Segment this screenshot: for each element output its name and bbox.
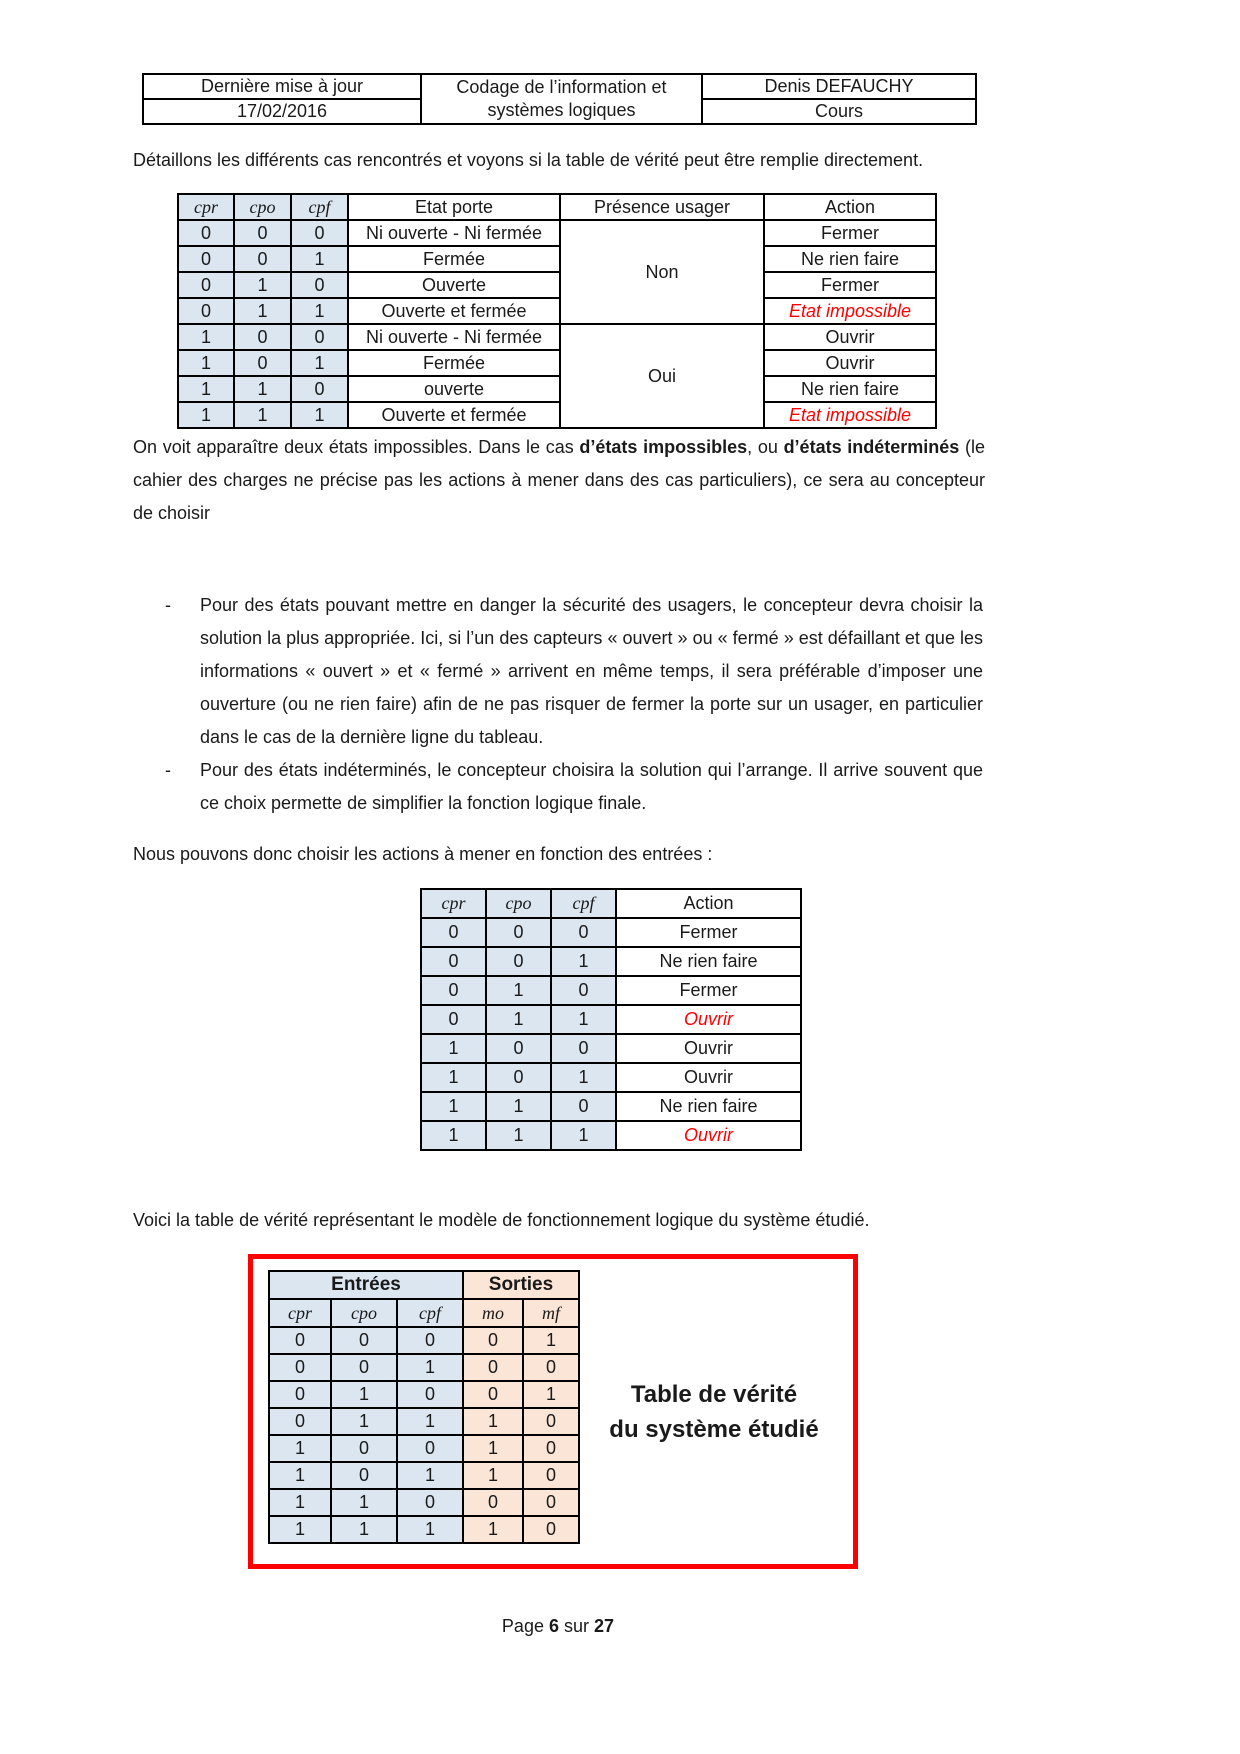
list-item	[133, 589, 983, 754]
table-header-row	[421, 889, 801, 918]
cell-cpf: 1	[291, 246, 348, 272]
cell-cpf: 0	[291, 324, 348, 350]
cell-mo: 1	[463, 1462, 523, 1489]
presence-non-cell: Non	[560, 220, 764, 324]
cell-cpf: 0	[397, 1327, 463, 1354]
cell-cpf: 0	[397, 1435, 463, 1462]
table-row	[178, 376, 936, 402]
cell-action-choisie: Ouvrir	[616, 1121, 801, 1150]
col-header-mo: mo	[463, 1299, 523, 1327]
cell-cpr: 0	[421, 918, 486, 947]
cell-cpr: 0	[178, 272, 234, 298]
header-last-update-label: Dernière mise à jour	[143, 74, 421, 99]
cell-cpf: 0	[551, 918, 616, 947]
cell-etat: Ouverte et fermée	[348, 298, 560, 324]
header-doc-type: Cours	[702, 99, 976, 124]
cell-action: Ouvrir	[616, 1034, 801, 1063]
cell-cpf: 1	[397, 1408, 463, 1435]
table-header-row	[178, 194, 936, 220]
cell-mo: 1	[463, 1408, 523, 1435]
col-header-presence-usager: Présence usager	[560, 194, 764, 220]
cell-mo: 1	[463, 1435, 523, 1462]
cell-cpo: 1	[331, 1381, 397, 1408]
cell-cpr: 0	[178, 220, 234, 246]
cell-cpf: 1	[551, 1121, 616, 1150]
table-row	[421, 1034, 801, 1063]
cell-mf: 0	[523, 1354, 579, 1381]
cell-cpr: 0	[421, 947, 486, 976]
cell-mf: 1	[523, 1327, 579, 1354]
col-header-cpo: cpo	[331, 1299, 397, 1327]
col-header-etat-porte: Etat porte	[348, 194, 560, 220]
bold-run-etats-indetermines: d’états indéterminés	[783, 437, 960, 457]
table-row	[269, 1381, 579, 1408]
cell-cpo: 0	[234, 246, 291, 272]
footer-total-pages: 27	[594, 1616, 615, 1636]
table-row	[421, 918, 801, 947]
group-header-sorties: Sorties	[463, 1271, 579, 1299]
cell-cpr: 1	[421, 1092, 486, 1121]
cell-action: Ne rien faire	[616, 947, 801, 976]
cell-cpr: 1	[178, 350, 234, 376]
cell-mo: 0	[463, 1354, 523, 1381]
cell-mf: 0	[523, 1489, 579, 1516]
bullet-dash: -	[165, 760, 171, 780]
cell-cpr: 0	[269, 1408, 331, 1435]
cell-mo: 0	[463, 1489, 523, 1516]
cell-cpo: 0	[234, 220, 291, 246]
cell-cpf: 1	[291, 402, 348, 428]
cell-cpo: 0	[331, 1354, 397, 1381]
cell-mf: 1	[523, 1381, 579, 1408]
table-group-header-row	[269, 1271, 579, 1299]
footer-page-label: Page	[501, 1616, 544, 1636]
cell-cpf: 1	[291, 298, 348, 324]
cell-action: Fermer	[764, 272, 936, 298]
cell-action: Fermer	[764, 220, 936, 246]
intro-paragraph: Détaillons les différents cas rencontrés et voyons si la table de vérité peut être remplie directement.	[133, 150, 924, 170]
table-row	[421, 1005, 801, 1034]
col-header-cpr: cpr	[421, 889, 486, 918]
table-header-row	[269, 1299, 579, 1327]
header-course-title-line1: Codage de l’information et	[456, 77, 667, 97]
presence-oui-cell: Oui	[560, 324, 764, 428]
cell-etat: Ouverte et fermée	[348, 402, 560, 428]
table-row	[178, 272, 936, 298]
cell-cpf: 1	[291, 350, 348, 376]
cell-mf: 0	[523, 1435, 579, 1462]
caption-line1: Table de vérité	[630, 1380, 798, 1408]
text-run: (le cahier des charges ne précise pas les actions à mener dans des cas particuliers), ce sera au concepteur de choisir	[133, 437, 986, 523]
table-row	[178, 220, 936, 246]
cell-cpf: 1	[397, 1354, 463, 1381]
cell-cpr: 1	[269, 1435, 331, 1462]
cell-action: Ne rien faire	[764, 246, 936, 272]
cell-etat: Ni ouverte - Ni fermée	[348, 220, 560, 246]
cell-action-choisie: Ouvrir	[616, 1005, 801, 1034]
table-row	[269, 1462, 579, 1489]
cell-cpf: 1	[551, 1063, 616, 1092]
cell-cpo: 1	[234, 376, 291, 402]
table-row	[178, 324, 936, 350]
cell-cpf: 1	[551, 947, 616, 976]
cell-mf: 0	[523, 1516, 579, 1543]
cell-cpf: 0	[551, 1092, 616, 1121]
table-row	[269, 1435, 579, 1462]
cell-action: Fermer	[616, 976, 801, 1005]
list-item	[133, 754, 983, 820]
cell-cpr: 1	[178, 376, 234, 402]
col-header-cpo: cpo	[234, 194, 291, 220]
cell-cpo: 1	[486, 1005, 551, 1034]
bullet-list	[133, 589, 983, 820]
cell-cpo: 1	[486, 1121, 551, 1150]
cell-cpr: 1	[421, 1121, 486, 1150]
header-info-table	[142, 73, 977, 125]
cell-cpr: 0	[421, 976, 486, 1005]
col-header-cpr: cpr	[178, 194, 234, 220]
cell-cpr: 0	[421, 1005, 486, 1034]
truth-table-system	[268, 1270, 580, 1544]
cell-action-impossible: Etat impossible	[764, 298, 936, 324]
table-row	[178, 350, 936, 376]
cell-etat: Ouverte	[348, 272, 560, 298]
group-header-entrees: Entrées	[269, 1271, 463, 1299]
table-row	[421, 976, 801, 1005]
cell-mo: 0	[463, 1381, 523, 1408]
cell-cpo: 1	[331, 1408, 397, 1435]
caption-line2: du système étudié	[609, 1415, 819, 1443]
bullet-dash: -	[165, 595, 171, 615]
impossible-states-paragraph	[133, 431, 985, 530]
cell-cpo: 1	[331, 1516, 397, 1543]
cell-cpf: 1	[551, 1005, 616, 1034]
cell-action: Ouvrir	[616, 1063, 801, 1092]
truth-table-caption	[583, 1259, 845, 1564]
table-row	[178, 298, 936, 324]
cell-cpr: 1	[178, 402, 234, 428]
cell-mf: 0	[523, 1408, 579, 1435]
header-author: Denis DEFAUCHY	[702, 74, 976, 99]
cell-cpr: 1	[178, 324, 234, 350]
cell-cpr: 1	[421, 1034, 486, 1063]
cell-cpf: 0	[551, 1034, 616, 1063]
bullet-text-indetermines: Pour des états indéterminés, le concepteur choisira la solution qui l’arrange. Il arrive souvent que ce choix permette de simplifier la fonction logique finale.	[200, 760, 983, 813]
page-footer	[133, 1616, 983, 1637]
cell-cpf: 0	[551, 976, 616, 1005]
cell-etat: Fermée	[348, 350, 560, 376]
table-row	[178, 402, 936, 428]
header-last-update-date: 17/02/2016	[143, 99, 421, 124]
cell-cpo: 0	[234, 350, 291, 376]
table-row	[269, 1516, 579, 1543]
truth-table-frame	[248, 1254, 858, 1569]
cell-cpr: 1	[421, 1063, 486, 1092]
cell-cpo: 1	[234, 272, 291, 298]
cell-cpr: 0	[178, 298, 234, 324]
cell-mo: 0	[463, 1327, 523, 1354]
cell-cpr: 1	[269, 1462, 331, 1489]
cell-cpo: 0	[486, 1034, 551, 1063]
cell-mo: 1	[463, 1516, 523, 1543]
footer-page-number: 6	[548, 1616, 559, 1636]
cell-etat: ouverte	[348, 376, 560, 402]
bullet-text-security: Pour des états pouvant mettre en danger la sécurité des usagers, le concepteur devra choisir la solution la plus appropriée. Ici, si l’un des capteurs « ouvert » ou « fermé » est défaillant et que les informations « ouvert » et « fermé » arrivent en même temps, il sera préférable d’imposer une ouverture (ou ne rien faire) afin de ne pas risquer de fermer la porte sur un usager, en particulier dans le cas de la dernière ligne du tableau.	[200, 595, 983, 747]
text-run: On voit apparaître deux états impossibles. Dans le cas	[133, 437, 580, 457]
cell-cpr: 0	[269, 1327, 331, 1354]
cell-cpo: 0	[331, 1462, 397, 1489]
col-header-cpr: cpr	[269, 1299, 331, 1327]
col-header-cpo: cpo	[486, 889, 551, 918]
cell-cpo: 0	[234, 324, 291, 350]
header-course-title	[421, 74, 702, 124]
table-row	[269, 1327, 579, 1354]
table-row	[178, 246, 936, 272]
cell-cpo: 0	[331, 1435, 397, 1462]
cell-etat: Ni ouverte - Ni fermée	[348, 324, 560, 350]
col-header-action: Action	[616, 889, 801, 918]
cell-cpo: 0	[331, 1327, 397, 1354]
cell-cpf: 0	[397, 1381, 463, 1408]
cell-cpf: 0	[291, 220, 348, 246]
cell-action: Ouvrir	[764, 350, 936, 376]
cell-cpo: 0	[486, 947, 551, 976]
choose-actions-paragraph: Nous pouvons donc choisir les actions à mener en fonction des entrées :	[133, 844, 713, 864]
cell-cpf: 0	[291, 376, 348, 402]
cell-cpo: 1	[486, 1092, 551, 1121]
cell-cpf: 1	[397, 1516, 463, 1543]
footer-of-label: sur	[564, 1616, 590, 1636]
truth-table-cases	[177, 193, 937, 429]
cell-cpf: 1	[397, 1462, 463, 1489]
col-header-cpf: cpf	[397, 1299, 463, 1327]
cell-action-impossible: Etat impossible	[764, 402, 936, 428]
table-row	[269, 1354, 579, 1381]
cell-cpo: 1	[234, 298, 291, 324]
text-run: , ou	[747, 437, 784, 457]
truth-table-intro-paragraph: Voici la table de vérité représentant le modèle de fonctionnement logique du système étudié.	[133, 1210, 870, 1230]
cell-cpf: 0	[291, 272, 348, 298]
cell-cpo: 1	[486, 976, 551, 1005]
table-row	[421, 947, 801, 976]
cell-action: Ne rien faire	[616, 1092, 801, 1121]
cell-cpo: 1	[331, 1489, 397, 1516]
header-course-title-line2: systèmes logiques	[487, 100, 636, 120]
cell-cpo: 1	[234, 402, 291, 428]
table-row	[421, 1092, 801, 1121]
cell-cpr: 1	[269, 1516, 331, 1543]
table-row	[143, 74, 976, 99]
cell-cpr: 0	[178, 246, 234, 272]
bold-run-etats-impossibles: d’états impossibles	[579, 437, 748, 457]
col-header-mf: mf	[523, 1299, 579, 1327]
table-row	[269, 1408, 579, 1435]
cell-action: Fermer	[616, 918, 801, 947]
col-header-cpf: cpf	[551, 889, 616, 918]
cell-etat: Fermée	[348, 246, 560, 272]
cell-cpf: 0	[397, 1489, 463, 1516]
truth-table-actions	[420, 888, 802, 1151]
cell-mf: 0	[523, 1462, 579, 1489]
cell-cpr: 1	[269, 1489, 331, 1516]
col-header-action: Action	[764, 194, 936, 220]
cell-cpo: 0	[486, 918, 551, 947]
col-header-cpf: cpf	[291, 194, 348, 220]
table-row	[421, 1121, 801, 1150]
cell-cpr: 0	[269, 1381, 331, 1408]
cell-action: Ouvrir	[764, 324, 936, 350]
table-row	[269, 1489, 579, 1516]
cell-cpo: 0	[486, 1063, 551, 1092]
cell-cpr: 0	[269, 1354, 331, 1381]
cell-action: Ne rien faire	[764, 376, 936, 402]
table-row	[421, 1063, 801, 1092]
